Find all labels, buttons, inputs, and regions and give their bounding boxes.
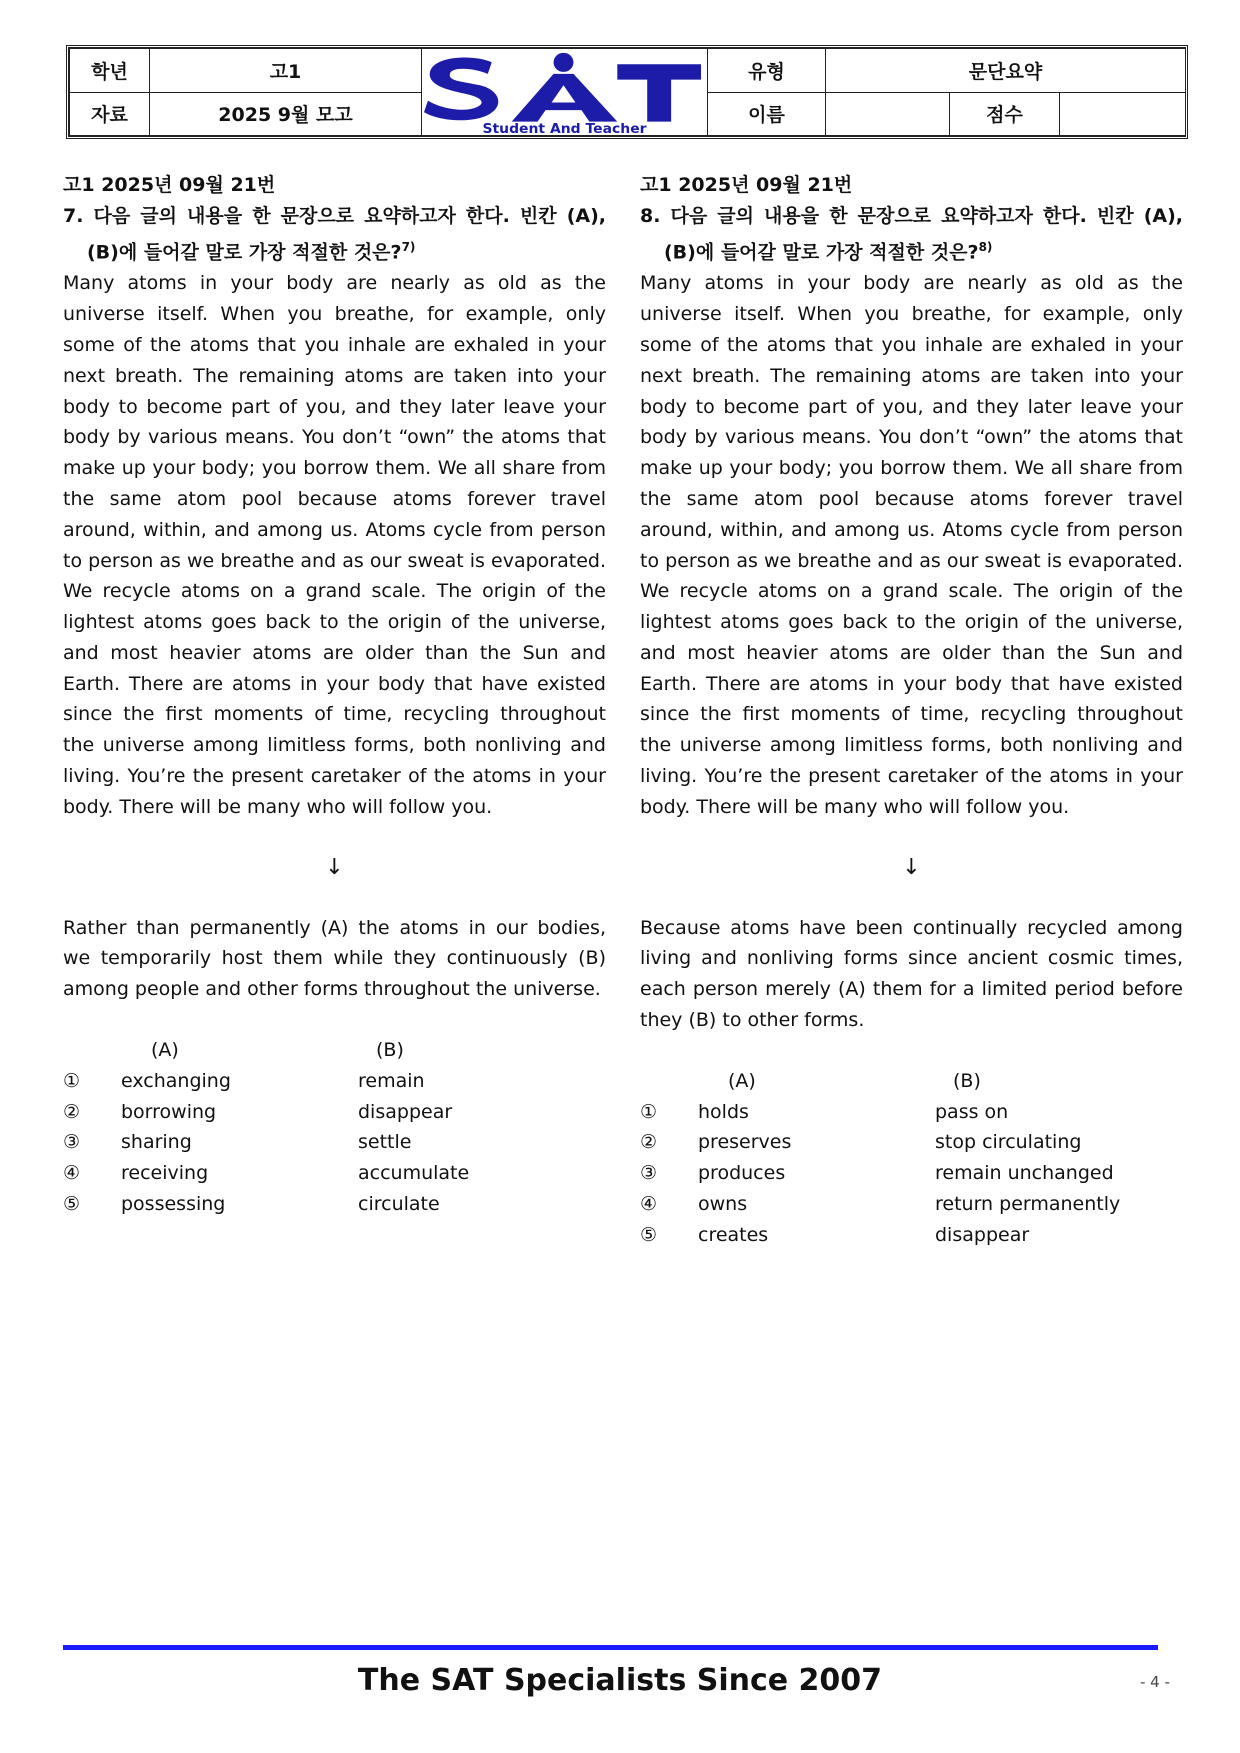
- question-source: 고1 2025년 09월 21번: [640, 174, 853, 196]
- question-7: [63, 170, 606, 1220]
- answer-options: [63, 1035, 606, 1220]
- option-a: preserves: [698, 1131, 792, 1154]
- option-b: pass on: [935, 1100, 1009, 1123]
- option-number: ②: [63, 1100, 81, 1123]
- option-b: settle: [358, 1131, 412, 1154]
- footer-slogan: The SAT Specialists Since 2007: [357, 1663, 883, 1698]
- column-b-label: (B): [953, 1069, 981, 1092]
- logo-subtitle: Student And Teacher: [482, 121, 647, 135]
- option-number: ③: [63, 1131, 81, 1154]
- option-number: ①: [640, 1100, 658, 1123]
- grade-value: 고1: [150, 49, 422, 93]
- footer-divider: [63, 1645, 1158, 1650]
- question-8: [640, 170, 1183, 1251]
- material-label: 자료: [70, 92, 150, 136]
- type-label: 유형: [708, 49, 826, 93]
- option-4[interactable]: [640, 1189, 1183, 1220]
- type-value: 문단요약: [826, 49, 1186, 93]
- option-a: exchanging: [121, 1069, 231, 1092]
- option-a: possessing: [121, 1193, 226, 1216]
- name-value[interactable]: [826, 92, 950, 136]
- sat-logo-graphic: [422, 49, 707, 135]
- option-3[interactable]: [640, 1158, 1183, 1189]
- header-table: [66, 45, 1188, 139]
- passage: Many atoms in your body are nearly as old as the universe itself. When you breathe, for example, only some of the atoms that you inhale are exhaled in your next breath. The remaining atoms are taken into your body to become part of you, and they later leave your body by various means. You don’t “own” the atoms that make up your body; you borrow them. We all share from the same atom pool because atoms forever travel around, within, and among us. Atoms cycle from person to person as we breathe and as our sweat is evaporated. We recycle atoms on a grand scale. The origin of the lightest atoms goes back to the origin of the universe, and most heavier atoms are older than the Sun and Earth. There are atoms in your body that have existed since the first moments of time, recycling throughout the universe among limitless forms, both nonliving and living. You’re the present caretaker of the atoms in your body. There will be many who will follow you.: [640, 272, 1183, 818]
- option-a: sharing: [121, 1131, 192, 1154]
- score-value[interactable]: [1060, 92, 1186, 136]
- grade-label: 학년: [70, 49, 150, 93]
- option-b: return permanently: [935, 1193, 1121, 1216]
- option-1[interactable]: [640, 1097, 1183, 1128]
- column-b-label: (B): [376, 1039, 404, 1062]
- down-arrow-icon: ↓: [325, 854, 344, 880]
- options-header: [640, 1066, 1183, 1097]
- option-5[interactable]: [640, 1220, 1183, 1251]
- option-b: remain: [358, 1069, 425, 1092]
- summary-sentence: Rather than permanently (A) the atoms in our bodies, we temporarily host them while they continuously (B) among people and other forms throughout the universe.: [63, 916, 606, 1001]
- option-2[interactable]: [63, 1097, 606, 1128]
- option-3[interactable]: [63, 1127, 606, 1158]
- name-label: 이름: [708, 92, 826, 136]
- question-stem-text: 8. 다음 글의 내용을 한 문장으로 요약하고자 한다. 빈칸 (A), (B)에 들어갈 말로 가장 적절한 것은?: [640, 205, 1183, 264]
- option-number: ①: [63, 1069, 81, 1092]
- option-number: ⑤: [640, 1223, 658, 1246]
- down-arrow-icon: ↓: [902, 854, 921, 880]
- material-value: 2025 9월 모고: [150, 92, 422, 136]
- option-a: creates: [698, 1223, 769, 1246]
- passage: Many atoms in your body are nearly as old as the universe itself. When you breathe, for example, only some of the atoms that you inhale are exhaled in your next breath. The remaining atoms are taken into your body to become part of you, and they later leave your body by various means. You don’t “own” the atoms that make up your body; you borrow them. We all share from the same atom pool because atoms forever travel around, within, and among us. Atoms cycle from person to person as we breathe and as our sweat is evaporated. We recycle atoms on a grand scale. The origin of the lightest atoms goes back to the origin of the universe, and most heavier atoms are older than the Sun and Earth. There are atoms in your body that have existed since the first moments of time, recycling throughout the universe among limitless forms, both nonliving and living. You’re the present caretaker of the atoms in your body. There will be many who will follow you.: [63, 272, 606, 818]
- option-a: holds: [698, 1100, 749, 1123]
- option-b: remain unchanged: [935, 1162, 1114, 1185]
- option-a: owns: [698, 1193, 748, 1216]
- option-number: ⑤: [63, 1193, 81, 1216]
- options-header: [63, 1035, 606, 1066]
- page-number: - 4 -: [1140, 1673, 1170, 1691]
- option-2[interactable]: [640, 1127, 1183, 1158]
- option-a: borrowing: [121, 1100, 217, 1123]
- question-stem-text: 7. 다음 글의 내용을 한 문장으로 요약하고자 한다. 빈칸 (A), (B)에 들어갈 말로 가장 적절한 것은?: [63, 205, 606, 264]
- option-number: ③: [640, 1162, 658, 1185]
- column-a-label: (A): [728, 1069, 756, 1092]
- summary-sentence: Because atoms have been continually recycled among living and nonliving forms since ancient cosmic times, each person merely (A) them for a limited period before they (B) to other forms.: [640, 916, 1183, 1032]
- question-stem: [63, 201, 606, 268]
- question-source: 고1 2025년 09월 21번: [63, 174, 276, 196]
- sat-logo: [422, 49, 708, 136]
- option-5[interactable]: [63, 1189, 606, 1220]
- footnote-marker: 8): [978, 240, 993, 254]
- option-4[interactable]: [63, 1158, 606, 1189]
- option-a: receiving: [121, 1162, 209, 1185]
- option-number: ④: [63, 1162, 81, 1185]
- score-label: 점수: [950, 92, 1060, 136]
- footnote-marker: 7): [401, 240, 416, 254]
- option-b: accumulate: [358, 1162, 470, 1185]
- answer-options: [640, 1066, 1183, 1251]
- option-b: disappear: [935, 1223, 1030, 1246]
- option-1[interactable]: [63, 1066, 606, 1097]
- question-stem: [640, 201, 1183, 268]
- option-number: ②: [640, 1131, 658, 1154]
- option-b: circulate: [358, 1193, 440, 1216]
- option-a: produces: [698, 1162, 786, 1185]
- option-number: ④: [640, 1193, 658, 1216]
- option-b: stop circulating: [935, 1131, 1082, 1154]
- column-a-label: (A): [151, 1039, 179, 1062]
- option-b: disappear: [358, 1100, 453, 1123]
